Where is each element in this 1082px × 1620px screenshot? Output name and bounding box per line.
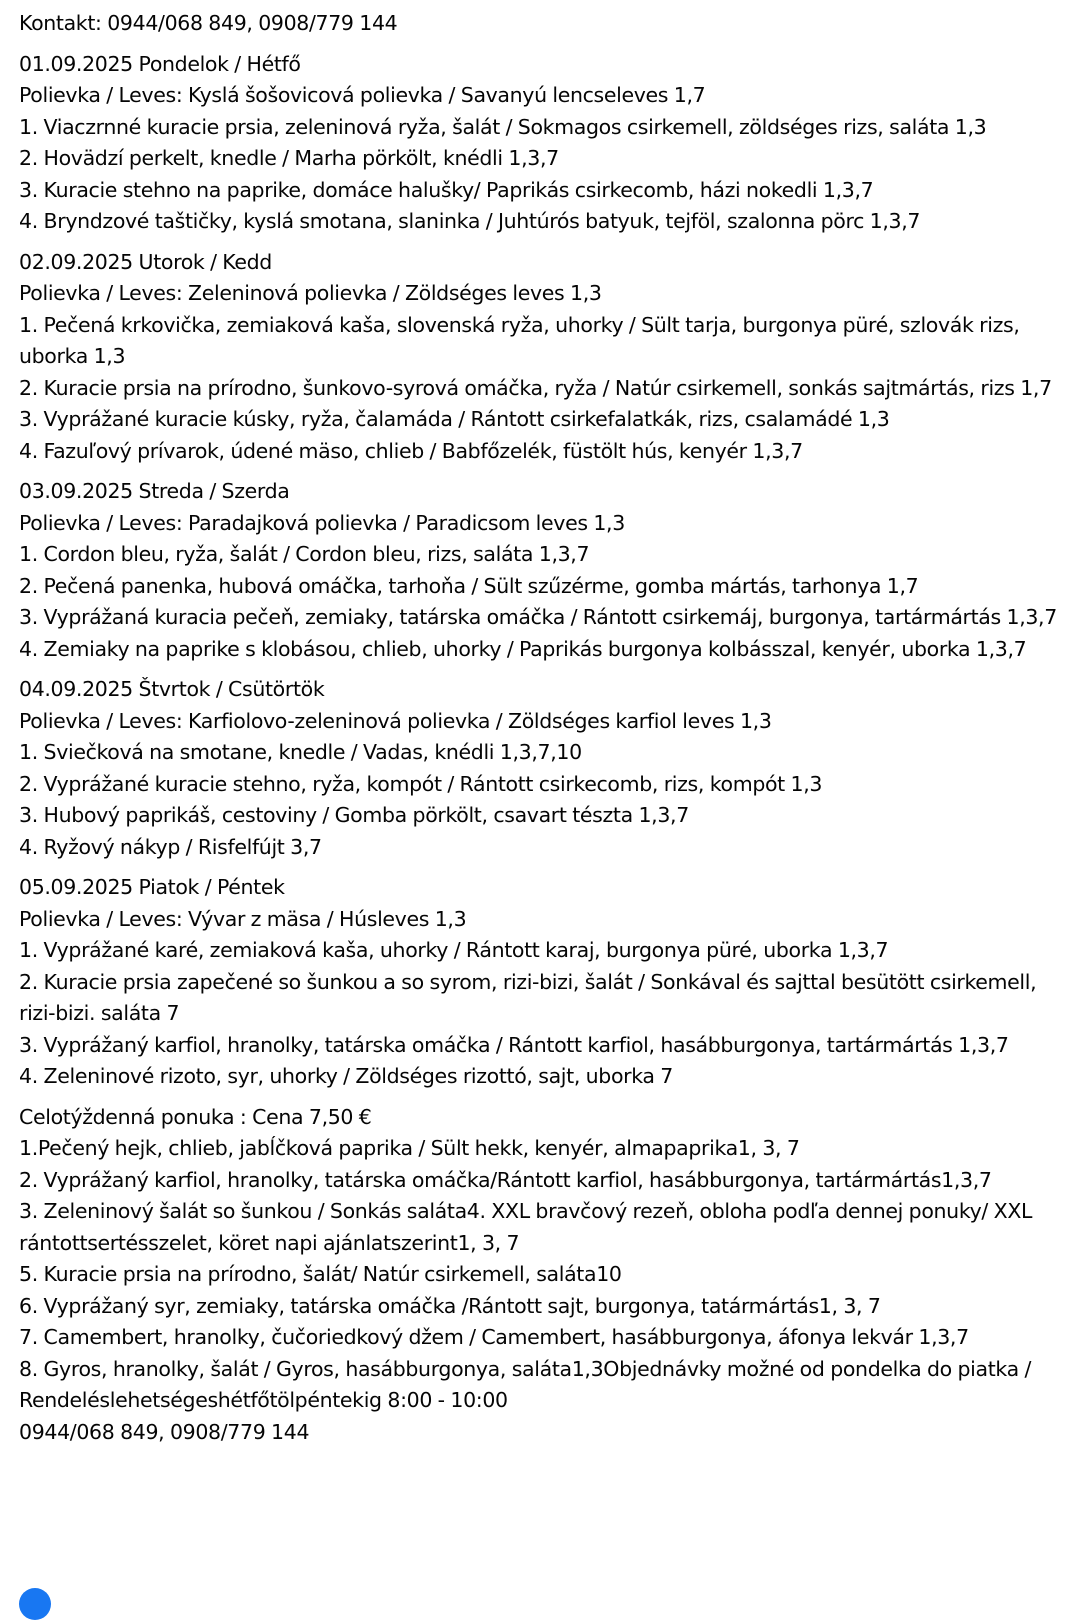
day-header: 01.09.2025 Pondelok / Hétfő	[19, 51, 301, 76]
menu-line: 4. Zemiaky na paprike s klobásou, chlieb, uhorky / Paprikás burgonya kolbásszal, kenyér, uborka 1,3,7	[19, 636, 1027, 661]
menu-line: 1. Viaczrnné kuracie prsia, zeleninová ryža, šalát / Sokmagos csirkemell, zöldséges rizs, saláta 1,3	[19, 114, 987, 139]
menu-line: 3. Kuracie stehno na paprike, domáce halušky/ Paprikás csirkecomb, házi nokedli 1,3,7	[19, 177, 874, 202]
menu-line: 2. Kuracie prsia na prírodno, šunkovo-syrová omáčka, ryža / Natúr csirkemell, sonkás sajtmártás, rizs 1,7	[19, 375, 1052, 400]
menu-line: 1. Vyprážané karé, zemiaková kaša, uhorky / Rántott karaj, burgonya püré, uborka 1,3,7	[19, 938, 889, 962]
menu-line: 2. Vyprážaný karfiol, hranolky, tatárska omáčka/Rántott karfiol, hasábburgonya, tartármártás1,3,7	[19, 1167, 992, 1192]
weekly-header: Celotýždenná ponuka : Cena 7,50 €	[19, 1104, 372, 1129]
weekly-offer-section	[19, 1102, 1074, 1449]
day-section-monday	[19, 49, 1074, 238]
menu-line: 1. Pečená krkovička, zemiaková kaša, slovenská ryža, uhorky / Sült tarja, burgonya püré, szlovák rizs, uborka 1,3	[19, 312, 1020, 368]
menu-line: 2. Pečená panenka, hubová omáčka, tarhoňa / Sült szűzérme, gomba mártás, tarhonya 1,7	[19, 573, 919, 598]
menu-line: 1. Sviečková na smotane, knedle / Vadas, knédli 1,3,7,10	[19, 740, 582, 764]
menu-line: Polievka / Leves: Vývar z mäsa / Húsleves 1,3	[19, 906, 467, 931]
post-text	[19, 8, 1074, 1457]
day-header: 02.09.2025 Utorok / Kedd	[19, 249, 272, 274]
menu-line: 3. Vyprážané kuracie kúsky, ryža, čalamáda / Rántott csirkefalatkák, rizs, csalamádé 1,3	[19, 407, 890, 431]
day-section-wednesday	[19, 476, 1074, 665]
menu-line: 1.Pečený hejk, chlieb, jabĺčková paprika / Sült hekk, kenyér, almapaprika1, 3, 7	[19, 1136, 800, 1160]
menu-line: 5. Kuracie prsia na prírodno, šalát/ Natúr csirkemell, saláta10	[19, 1262, 622, 1286]
menu-line: 4. Fazuľový prívarok, údené mäso, chlieb / Babfőzelék, füstölt hús, kenyér 1,3,7	[19, 438, 803, 463]
menu-line: 8. Gyros, hranolky, šalát / Gyros, hasábburgonya, saláta1,3Objednávky možné od pondelka do piatka / Rendeléslehetségeshétfőtölpéntekig 8:00 - 10:00	[19, 1356, 1032, 1412]
menu-line: 7. Camembert, hranolky, čučoriedkový džem / Camembert, hasábburgonya, áfonya lekvár 1,3,7	[19, 1325, 969, 1349]
day-section-thursday	[19, 674, 1074, 863]
menu-line: 6. Vyprážaný syr, zemiaky, tatárska omáčka /Rántott sajt, burgonya, tatármártás1, 3, 7	[19, 1293, 881, 1318]
contact-footer-line: 0944/068 849, 0908/779 144	[19, 1419, 310, 1444]
menu-line: 3. Zeleninový šalát so šunkou / Sonkás saláta4. XXL bravčový rezeň, obloha podľa dennej ponuky/ XXL rántottsertésszelet, köret napi ajánlatszerint1, 3, 7	[19, 1199, 1033, 1255]
contact-line: Kontakt: 0944/068 849, 0908/779 144	[19, 11, 398, 35]
menu-line: 2. Kuracie prsia zapečené so šunkou a so syrom, rizi-bizi, šalát / Sonkával és sajttal besütött csirkemell, rizi-bizi. saláta 7	[19, 969, 1037, 1025]
menu-line: 2. Hovädzí perkelt, knedle / Marha pörkölt, knédli 1,3,7	[19, 146, 559, 170]
menu-line: 2. Vyprážané kuracie stehno, ryža, kompót / Rántott csirkecomb, rizs, kompót 1,3	[19, 771, 823, 796]
menu-line: Polievka / Leves: Kyslá šošovicová polievka / Savanyú lencseleves 1,7	[19, 83, 706, 107]
menu-line: 4. Zeleninové rizoto, syr, uhorky / Zöldséges rizottó, sajt, uborka 7	[19, 1064, 673, 1088]
contact-paragraph	[19, 8, 1074, 40]
menu-line: Polievka / Leves: Zeleninová polievka / Zöldséges leves 1,3	[19, 281, 602, 305]
day-section-friday	[19, 872, 1074, 1093]
day-header: 05.09.2025 Piatok / Péntek	[19, 875, 285, 899]
menu-line: 4. Ryžový nákyp / Risfelfújt 3,7	[19, 834, 322, 859]
day-header: 04.09.2025 Štvrtok / Csütörtök	[19, 677, 325, 701]
menu-line: 1. Cordon bleu, ryža, šalát / Cordon bleu, rizs, saláta 1,3,7	[19, 542, 590, 566]
menu-line: 3. Vyprážaná kuracia pečeň, zemiaky, tatárska omáčka / Rántott csirkemáj, burgonya, tartármártás 1,3,7	[19, 605, 1057, 629]
menu-line: Polievka / Leves: Karfiolovo-zeleninová polievka / Zöldséges karfiol leves 1,3	[19, 708, 772, 733]
reaction-icon[interactable]	[19, 1588, 51, 1620]
day-section-tuesday	[19, 247, 1074, 468]
day-header: 03.09.2025 Streda / Szerda	[19, 479, 290, 503]
menu-line: 3. Hubový paprikáš, cestoviny / Gomba pörkölt, csavart tészta 1,3,7	[19, 803, 689, 827]
menu-line: Polievka / Leves: Paradajková polievka / Paradicsom leves 1,3	[19, 510, 625, 535]
menu-line: 3. Vyprážaný karfiol, hranolky, tatárska omáčka / Rántott karfiol, hasábburgonya, tartármártás 1,3,7	[19, 1032, 1009, 1057]
menu-line: 4. Bryndzové taštičky, kyslá smotana, slaninka / Juhtúrós batyuk, tejföl, szalonna pörc 1,3,7	[19, 209, 921, 233]
